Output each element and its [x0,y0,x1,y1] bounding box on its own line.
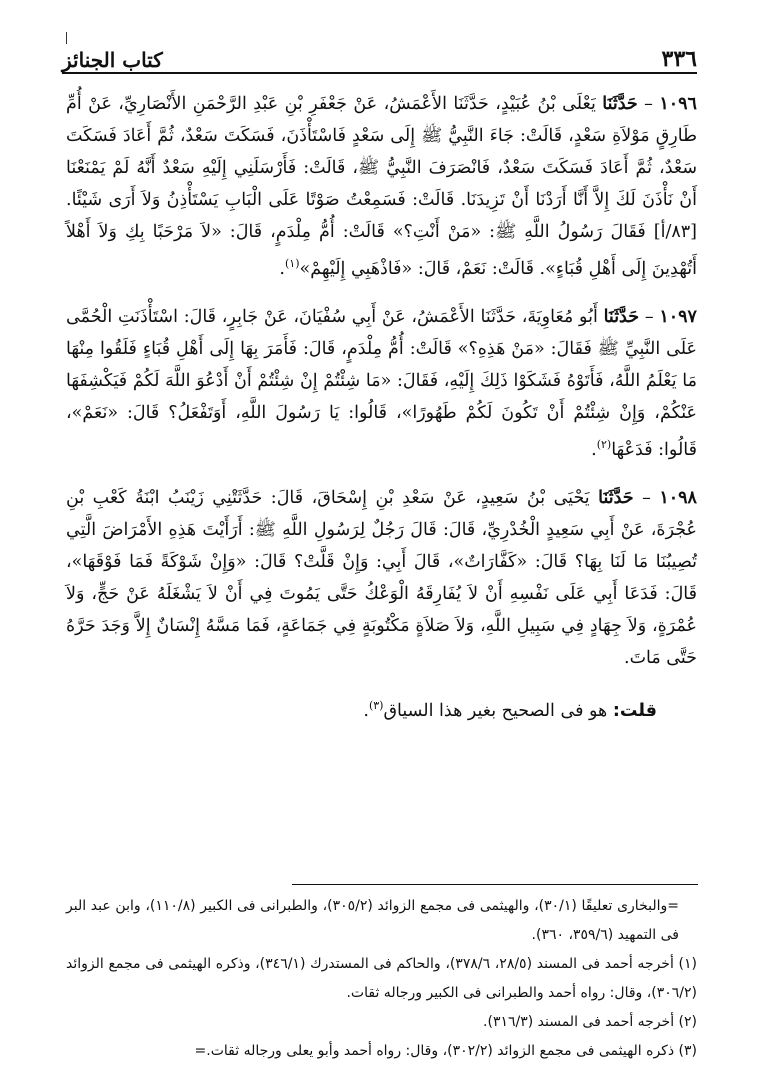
footnote-1: (١) أخرجه أحمد فى المسند (٢٨/٥، ٣٧٨/٦)، والحاكم فى المستدرك (٣٤٦/١)، وذكره الهيثمى فى مجمع الزوائد (٣٠٦/٢)، وقال: رواه أحمد والطبرانى فى الكبير ورجاله ثقات. [66,956,697,1001]
hadith-opener: حَدَّثَنَا [598,487,634,508]
hadith-1096: ١٠٩٦ – حَدَّثَنَا يَعْلَى بْنُ عُبَيْدٍ، حَدَّثَنَا الأَعْمَشُ، عَنْ جَعْفَرِ بْنِ عَبْدِ الرَّحْمَنِ الأَنْصَارِيِّ، عَنْ أُمِّ طَارِقٍ مَوْلاَةِ سَعْدٍ، قَالَتْ: جَاءَ النَّبِيُّ ﷺ إِلَى سَعْدٍ فَاسْتَأْذَنَ، فَسَكَتَ سَعْدٌ، ثُمَّ أَعَادَ فَسَكَتَ سَعْدٌ، ثُمَّ أَعَادَ فَسَكَتَ سَعْدٌ، فَانْصَرَفَ النَّبِيُّ ﷺ، قَالَتْ: فَأَرْسَلَنِي إِلَيْهِ سَعْدٌ أَنَّهُ لَمْ يَمْنَعْنَا أَنْ نَأْذَنَ لَكَ إِلاَّ أَنَّا أَرَدْنَا أَنْ تَزِيدَنَا. قَالَتْ: فَسَمِعْتُ صَوْتًا عَلَى الْبَابِ يَسْتَأْذِنُ وَلاَ أَرَى شَيْئًا. [٨٣/أ] فَقَالَ رَسُولُ اللَّهِ ﷺ: «مَنْ أَنْتِ؟» قَالَتْ: أُمُّ مِلْدَمٍ، قَالَ: «لاَ مَرْحَبًا بِكِ وَلاَ أَهْلاً أَتُهْدِينَ إِلَى أَهْلِ قُبَاءٍ». قَالَتْ: نَعَمْ، قَالَ: «فَاذْهَبِي إِلَيْهِمْ»$^{(١)}$. [66,94,697,279]
hadith-opener: حَدَّثَنَا [603,306,640,327]
hadith-text-block [66,88,697,726]
footnote-2: (٢) أخرجه أحمد فى المسند (٣١٦/٣). [483,1014,697,1030]
footnote-divider [292,884,698,885]
hadith-body: يَحْيَى بْنُ سَعِيدٍ، عَنْ سَعْدِ بْنِ إِسْحَاقَ، قَالَ: حَدَّثَتْنِي زَيْنَبُ ابْنَةُ كَعْبِ بْنِ عُجْرَةَ، عَنْ أَبِي سَعِيدٍ الْخُدْرِيِّ، قَالَ: قَالَ رَجُلٌ لِرَسُولِ اللَّهِ ﷺ: أَرَأَيْتَ هَذِهِ الأَمْرَاضَ الَّتِي تُصِيبُنَا مَا لَنَا بِهَا؟ قَالَ: «كَفَّارَاتٌ»، قَالَ أَبِي: وَإِنْ قَلَّتْ؟ قَالَ: «وَإِنْ شَوْكَةً فَمَا فَوْقَهَا»، قَالَ: فَدَعَا أَبِي عَلَى نَفْسِهِ أَنْ لاَ يُفَارِقَهُ الْوَعْكُ حَتَّى يَمُوتَ فِي أَنْ لاَ يَشْغَلَهُ عَنْ حَجٍّ، وَلاَ عُمْرَةٍ، وَلاَ جِهَادٍ فِي سَبِيلِ اللَّهِ، وَلاَ صَلاَةٍ مَكْتُوبَةٍ فِي جَمَاعَةٍ، فَمَا مَسَّهُ إِنْسَانٌ إِلاَّ وَجَدَ حَرَّهُ حَتَّى مَاتَ. [66,487,697,668]
footnote-ref: (٣) [368,698,384,712]
hadith-number: ١٠٩٨ [659,487,697,508]
footnote-ref: (٢) [596,437,612,451]
hadith-body: أَبُو مُعَاوِيَةَ، حَدَّثَنَا الأَعْمَشُ، عَنْ أَبِي سُفْيَانَ، عَنْ جَابِرٍ، قَالَ: اسْتَأْذَنَتِ الْحُمَّى عَلَى النَّبِيِّ ﷺ فَقَالَ: «مَنْ هَذِهِ؟» قَالَتْ: أُمُّ مِلْدَمٍ، قَالَ: فَأَمَرَ بِهَا إِلَى أَهْلِ قُبَاءٍ فَلَقُوا مِنْهَا مَا يَعْلَمُ اللَّهُ، فَأَتَوْهُ فَشَكَوْا ذَلِكَ إِلَيْهِ، فَقَالَ: «مَا شِئْتُمْ إِنْ شِئْتُمْ أَنْ أَدْعُوَ اللَّهَ لَكُمْ فَيَكْشِفَهَا عَنْكُمْ، وَإِنْ شِئْتُمْ أَنْ تَكُونَ لَكُمْ طَهُورًا»، قَالُوا: يَا رَسُولَ اللَّهِ، أَوَتَفْعَلُ؟ قَالَ: «نَعَمْ»، قَالُوا: فَدَعْهَا [66,306,697,460]
footnotes [66,892,697,1066]
editor-note: قلت: هو فى الصحيح بغير هذا السياق$^{(٣)}$. [363,698,657,721]
footnote-ref: (١) [284,257,300,270]
page-number: ٣٣٦ [661,46,697,72]
book-title: كتاب الجنائز [62,48,163,72]
hadith-1097: ١٠٩٧ – حَدَّثَنَا أَبُو مُعَاوِيَةَ، حَدَّثَنَا الأَعْمَشُ، عَنْ أَبِي سُفْيَانَ، عَنْ جَابِرٍ، قَالَ: اسْتَأْذَنَتِ الْحُمَّى عَلَى النَّبِيِّ ﷺ فَقَالَ: «مَنْ هَذِهِ؟» قَالَتْ: أُمُّ مِلْدَمٍ، قَالَ: فَأَمَرَ بِهَا إِلَى أَهْلِ قُبَاءٍ فَلَقُوا مِنْهَا مَا يَعْلَمُ اللَّهُ، فَأَتَوْهُ فَشَكَوْا ذَلِكَ إِلَيْهِ، فَقَالَ: «مَا شِئْتُمْ إِنْ شِئْتُمْ أَنْ أَدْعُوَ اللَّهَ لَكُمْ فَيَكْشِفَهَا عَنْكُمْ، وَإِنْ شِئْتُمْ أَنْ تَكُونَ لَكُمْ طَهُورًا»، قَالُوا: يَا رَسُولَ اللَّهِ، أَوَتَفْعَلُ؟ قَالَ: «نَعَمْ»، قَالُوا: فَدَعْهَا$^{(٢)}$. [66,306,697,460]
hadith-number: ١٠٩٦ [659,94,697,114]
hadith-number: ١٠٩٧ [659,306,697,327]
hadith-body: يَعْلَى بْنُ عُبَيْدٍ، حَدَّثَنَا الأَعْمَشُ، عَنْ جَعْفَرِ بْنِ عَبْدِ الرَّحْمَنِ الأَنْصَارِيِّ، عَنْ أُمِّ طَارِقٍ مَوْلاَةِ سَعْدٍ، قَالَتْ: جَاءَ النَّبِيُّ ﷺ إِلَى سَعْدٍ فَاسْتَأْذَنَ، فَسَكَتَ سَعْدٌ، ثُمَّ أَعَادَ فَسَكَتَ سَعْدٌ، ثُمَّ أَعَادَ فَسَكَتَ سَعْدٌ، فَانْصَرَفَ النَّبِيُّ ﷺ، قَالَتْ: فَأَرْسَلَنِي إِلَيْهِ سَعْدٌ أَنَّهُ لَمْ يَمْنَعْنَا أَنْ نَأْذَنَ لَكَ إِلاَّ أَنَّا أَرَدْنَا أَنْ تَزِيدَنَا. قَالَتْ: فَسَمِعْتُ صَوْتًا عَلَى الْبَابِ يَسْتَأْذِنُ وَلاَ أَرَى شَيْئًا. [٨٣/أ] فَقَالَ رَسُولُ اللَّهِ ﷺ: «مَنْ أَنْتِ؟» قَالَتْ: أُمُّ مِلْدَمٍ، قَالَ: «لاَ مَرْحَبًا بِكِ وَلاَ أَهْلاً أَتُهْدِينَ إِلَى أَهْلِ قُبَاءٍ». قَالَتْ: نَعَمْ، قَالَ: «فَاذْهَبِي إِلَيْهِمْ» [66,94,697,279]
note-text: هو فى الصحيح بغير هذا السياق [383,700,608,721]
footnote-3: (٣) ذكره الهيثمى فى مجمع الزوائد (٣٠٢/٢)، وقال: رواه أحمد وأبو يعلى ورجاله ثقات.= [194,1043,697,1059]
page-header [62,38,697,74]
hadith-opener: حَدَّثَنَا [602,94,638,114]
hadith-1098: ١٠٩٨ – حَدَّثَنَا يَحْيَى بْنُ سَعِيدٍ، عَنْ سَعْدِ بْنِ إِسْحَاقَ، قَالَ: حَدَّثَتْنِي زَيْنَبُ ابْنَةُ كَعْبِ بْنِ عُجْرَةَ، عَنْ أَبِي سَعِيدٍ الْخُدْرِيِّ، قَالَ: قَالَ رَجُلٌ لِرَسُولِ اللَّهِ ﷺ: أَرَأَيْتَ هَذِهِ الأَمْرَاضَ الَّتِي تُصِيبُنَا مَا لَنَا بِهَا؟ قَالَ: «كَفَّارَاتٌ»، قَالَ أَبِي: وَإِنْ قَلَّتْ؟ قَالَ: «وَإِنْ شَوْكَةً فَمَا فَوْقَهَا»، قَالَ: فَدَعَا أَبِي عَلَى نَفْسِهِ أَنْ لاَ يُفَارِقَهُ الْوَعْكُ حَتَّى يَمُوتَ فِي أَنْ لاَ يَشْغَلَهُ عَنْ حَجٍّ، وَلاَ عُمْرَةٍ، وَلاَ جِهَادٍ فِي سَبِيلِ اللَّهِ، وَلاَ صَلاَةٍ مَكْتُوبَةٍ فِي جَمَاعَةٍ، فَمَا مَسَّهُ إِنْسَانٌ إِلاَّ وَجَدَ حَرَّهُ حَتَّى مَاتَ. [66,487,697,668]
footnote-continuation: =والبخارى تعليقًا (٣٠/١)، والهيثمى فى مجمع الزوائد (٣٠٥/٢)، والطبرانى فى الكبير (١١٠/٨)، وابن عبد البر فى التمهيد (٣٥٩/٦، ٣٦٠). [66,898,679,943]
note-label: قلت: [612,700,657,721]
